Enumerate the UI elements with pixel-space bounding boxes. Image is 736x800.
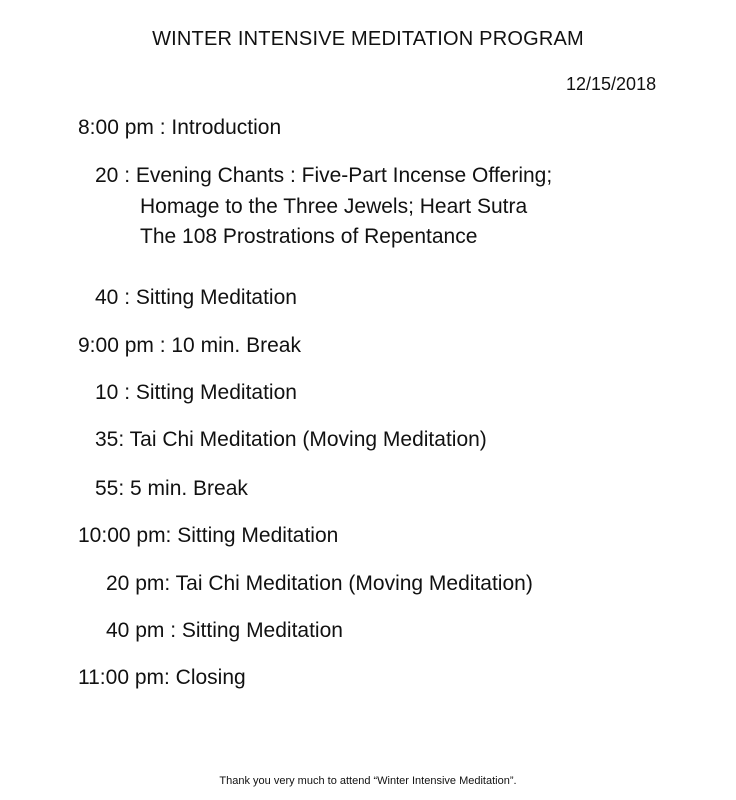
schedule-line-break-9pm: 9:00 pm : 10 min. Break: [78, 334, 301, 357]
schedule-line-sitting-40pm: 40 pm : Sitting Meditation: [106, 619, 343, 642]
document-date: 12/15/2018: [566, 74, 657, 94]
schedule-line-break-55: 55: 5 min. Break: [95, 477, 248, 500]
schedule-line-evening-chants-cont-1: Homage to the Three Jewels; Heart Sutra: [140, 195, 528, 218]
schedule-line-evening-chants-cont-2: The 108 Prostrations of Repentance: [140, 225, 478, 248]
schedule-line-introduction: 8:00 pm : Introduction: [78, 116, 282, 139]
document-title: WINTER INTENSIVE MEDITATION PROGRAM: [152, 28, 584, 50]
schedule-line-tai-chi-35: 35: Tai Chi Meditation (Moving Meditation): [95, 428, 487, 451]
schedule-line-sitting-10: 10 : Sitting Meditation: [95, 381, 297, 404]
document-footer: Thank you very much to attend “Winter Intensive Meditation”.: [219, 775, 517, 787]
schedule-line-evening-chants: 20 : Evening Chants : Five-Part Incense Offering;: [95, 164, 553, 187]
schedule-line-tai-chi-20pm: 20 pm: Tai Chi Meditation (Moving Meditation): [106, 572, 533, 595]
schedule-line-sitting-10pm: 10:00 pm: Sitting Meditation: [78, 524, 339, 547]
schedule-line-closing: 11:00 pm: Closing: [78, 666, 246, 689]
schedule-line-sitting-40: 40 : Sitting Meditation: [95, 286, 297, 309]
